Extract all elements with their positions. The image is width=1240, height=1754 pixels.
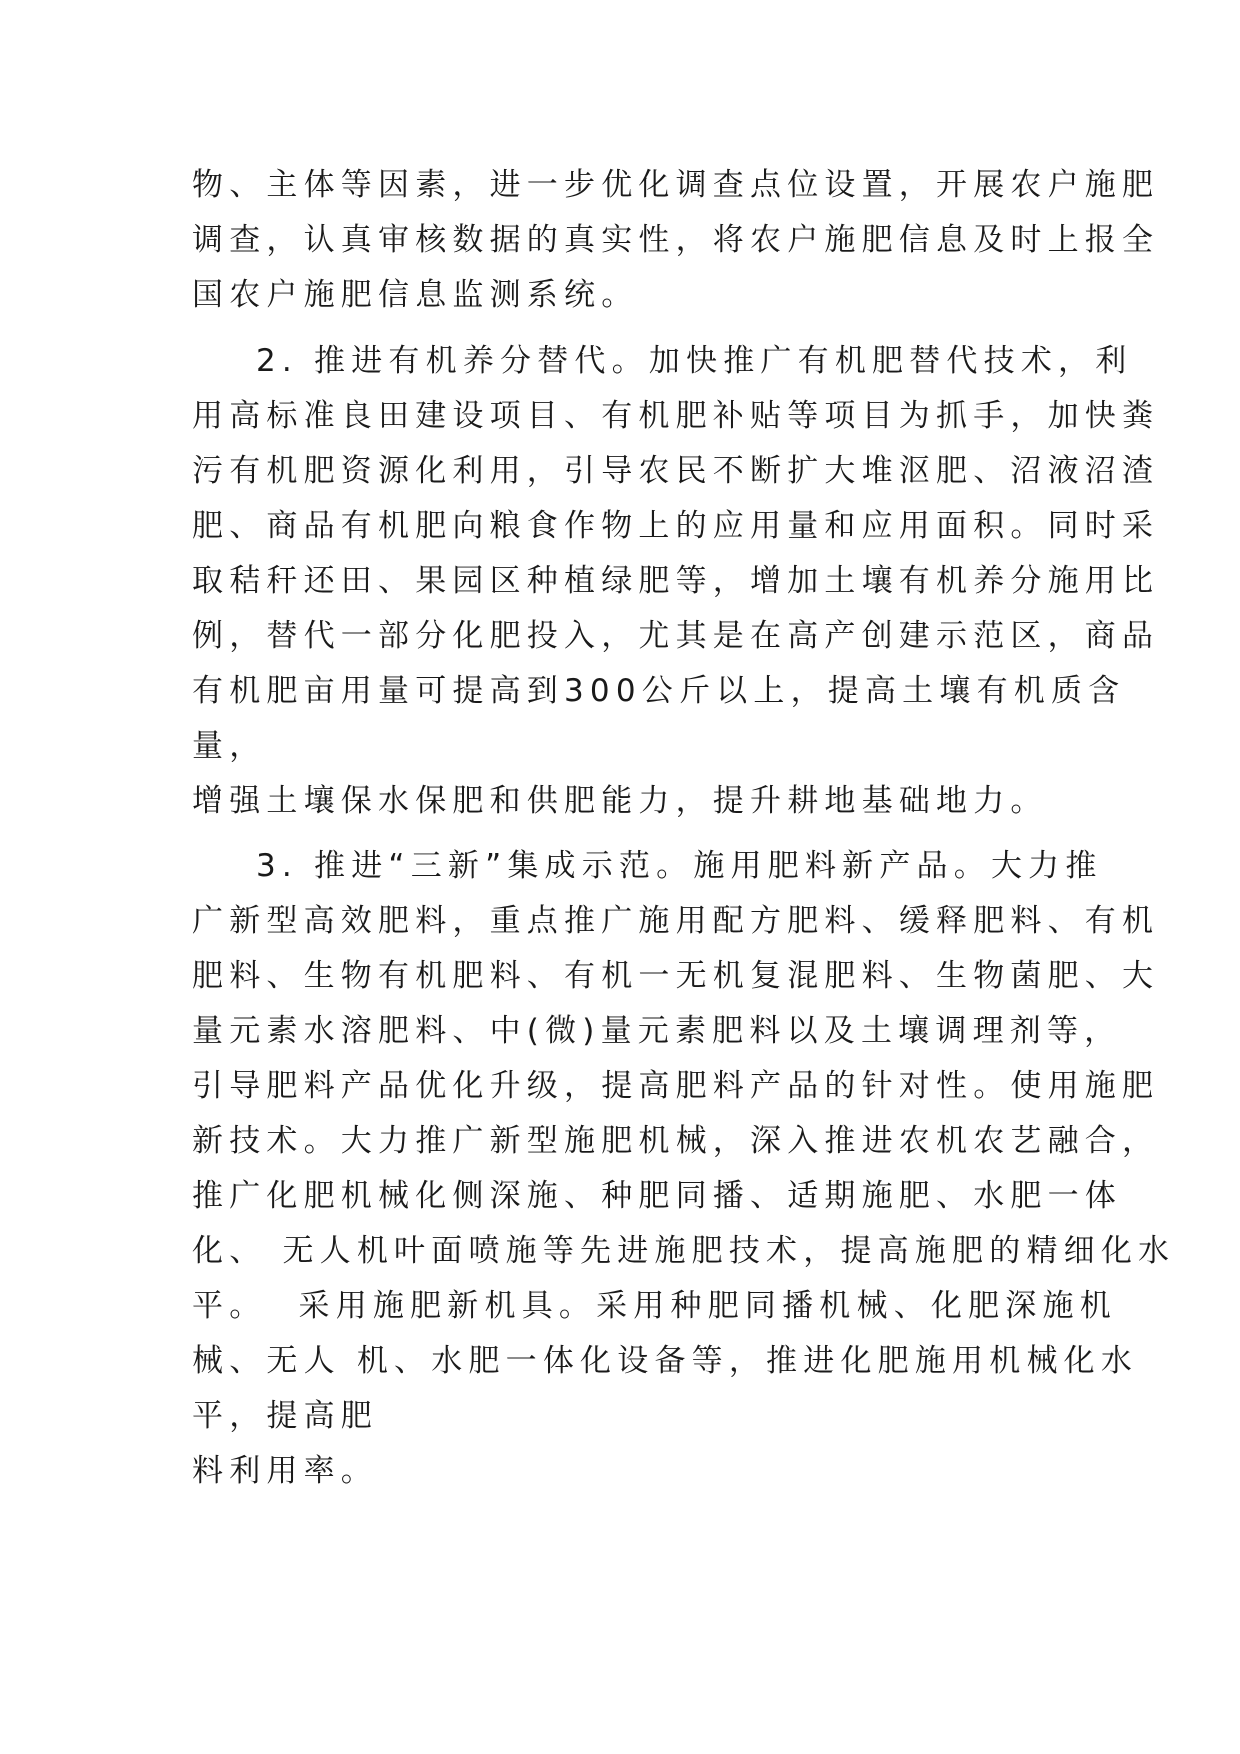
text-line: 调查，认真审核数据的真实性，将农户施肥信息及时上报全 xyxy=(192,222,1160,258)
text-line: 例，替代一部分化肥投入，尤其是在高产创建示范区，商品 xyxy=(192,618,1160,654)
text-line: 量元素水溶肥料、中(微)量元素肥料以及土壤调理剂等， xyxy=(192,1013,1122,1049)
text-line: 料利用率。 xyxy=(192,1453,378,1489)
text-line: 新技术。大力推广新型施肥机械，深入推进农机农艺融合， xyxy=(192,1123,1160,1159)
text-line: 推广化肥机械化侧深施、种肥同播、适期施肥、水肥一体 xyxy=(192,1178,1122,1214)
text-line: 肥料、生物有机肥料、有机一无机复混肥料、生物菌肥、大 xyxy=(192,958,1160,994)
paragraph-start-line: 3. 推进“三新”集成示范。施用肥料新产品。大力推 xyxy=(256,848,1103,884)
text-line: 广新型高效肥料，重点推广施用配方肥料、缓释肥料、有机 xyxy=(192,903,1160,939)
text-line: 污有机肥资源化利用，引导农民不断扩大堆沤肥、沼液沼渣 xyxy=(192,453,1160,489)
paragraph-start-line: 2. 推进有机养分替代。加快推广有机肥替代技术，利 xyxy=(256,343,1133,379)
text-line: 物、主体等因素，进一步优化调查点位设置，开展农户施肥 xyxy=(192,167,1160,203)
text-line: 有机肥亩用量可提高到300公斤以上，提高土壤有机质含 xyxy=(192,673,1126,709)
text-line: 用高标准良田建设项目、有机肥补贴等项目为抓手，加快粪 xyxy=(192,398,1160,434)
text-line: 量， xyxy=(192,728,267,764)
text-line: 国农户施肥信息监测系统。 xyxy=(192,277,639,313)
text-line: 增强土壤保水保肥和供肥能力，提升耕地基础地力。 xyxy=(192,783,1048,819)
text-line: 引导肥料产品优化升级，提高肥料产品的针对性。使用施肥 xyxy=(192,1068,1160,1104)
text-line: 化、 无人机叶面喷施等先进施肥技术，提高施肥的精细化水 xyxy=(192,1233,1176,1269)
text-line: 械、无人 机、水肥一体化设备等，推进化肥施用机械化水 xyxy=(192,1343,1139,1379)
text-line: 取秸秆还田、果园区种植绿肥等，增加土壤有机养分施用比 xyxy=(192,563,1160,599)
text-line: 肥、商品有机肥向粮食作物上的应用量和应用面积。同时采 xyxy=(192,508,1160,544)
text-line: 平，提高肥 xyxy=(192,1398,378,1434)
text-line: 平。 采用施肥新机具。采用种肥同播机械、化肥深施机 xyxy=(192,1288,1117,1324)
